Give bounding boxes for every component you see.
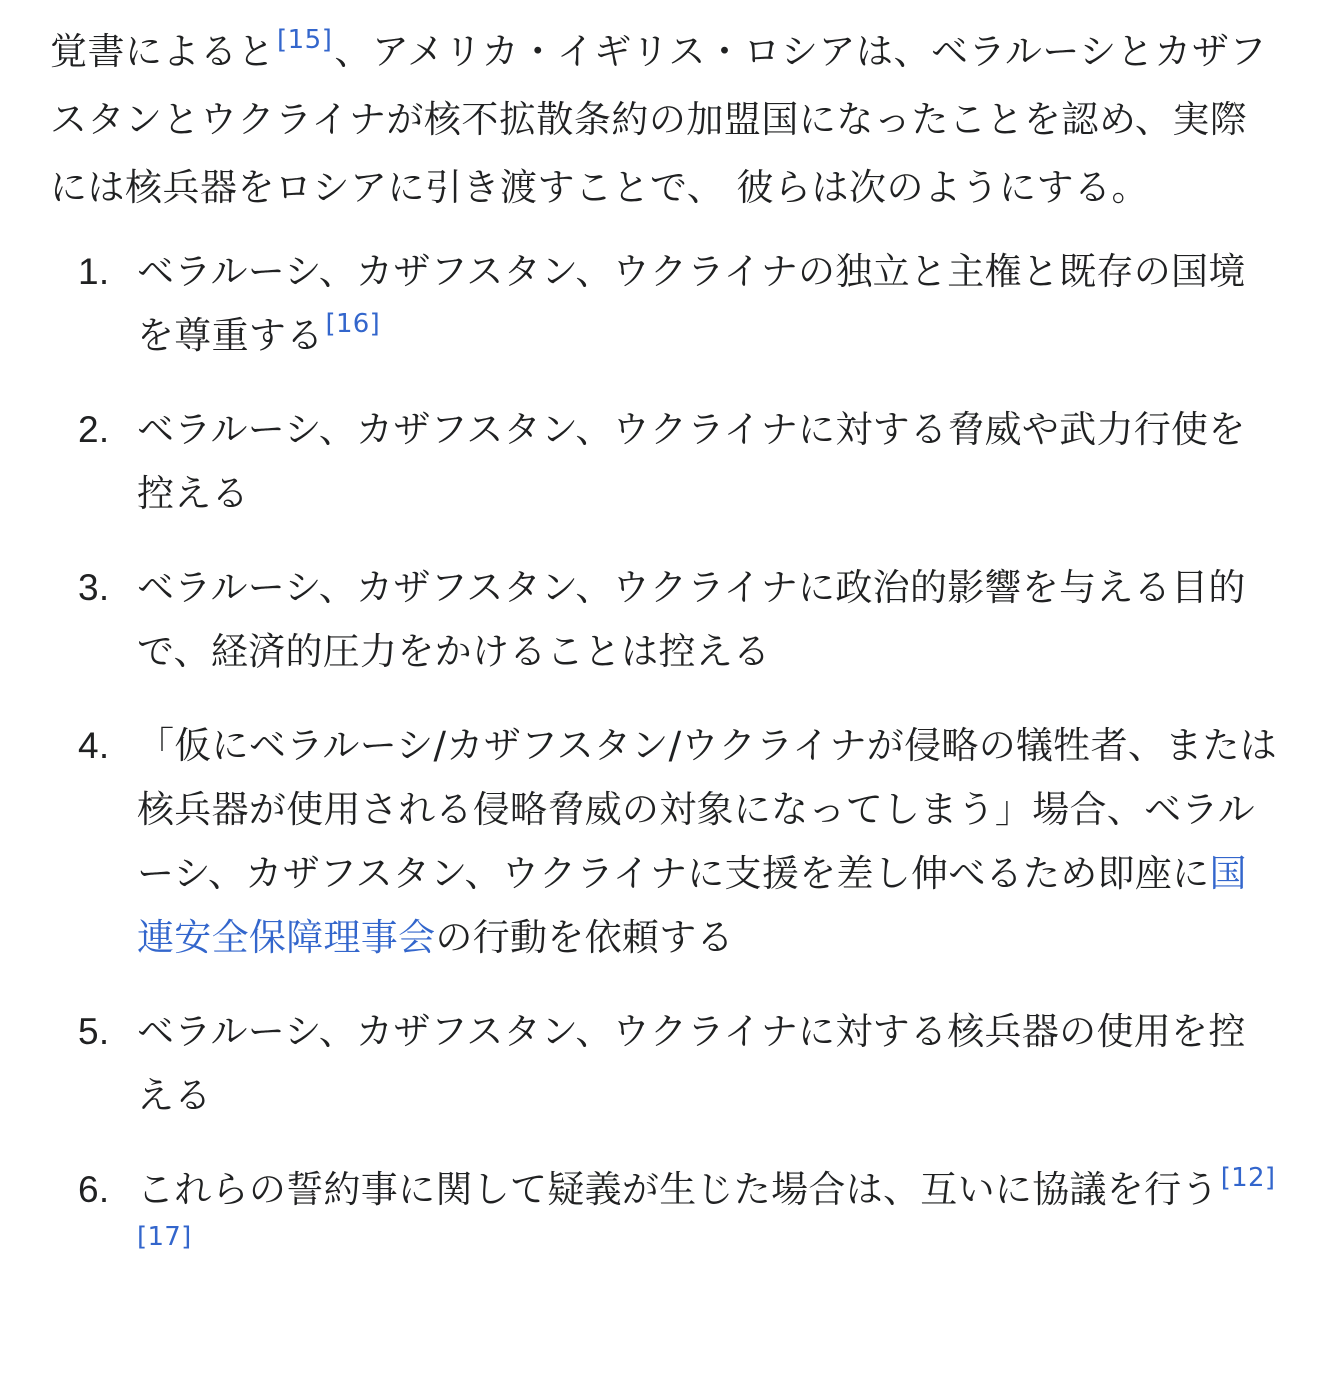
pledges-list (50, 240, 1280, 1252)
list-item-text: これらの誓約事に関して疑義が生じた場合は、互いに協議を行う (137, 1168, 1219, 1211)
citation-link-17[interactable]: [17] (137, 1222, 192, 1252)
un-security-council-link[interactable]: 国連安全保障理事会 (137, 852, 1247, 959)
citation-link-16[interactable]: [16] (325, 309, 381, 339)
list-item-number: 1. (78, 251, 110, 292)
intro-text-rest: 、アメリカ・イギリス・ロシアは、ベラルーシとカザフスタンとウクライナが核不拡散条約の加盟国になったことを認め、実際には核兵器をロシアに引き渡すことで、 彼らは次のようにする。 (50, 30, 1267, 209)
article-body (50, 18, 1280, 1282)
list-item-number: 6. (78, 1169, 110, 1210)
list-item (50, 1158, 1280, 1252)
citation-link-12[interactable]: [12] (1220, 1163, 1276, 1193)
list-item-text: 「仮にベラルーシ/カザフスタン/ウクライナが侵略の犠牲者、または核兵器が使用される侵略脅威の対象になってしまう」場合、ベラルーシ、カザフスタン、ウクライナに支援を差し伸べるため即座に (137, 724, 1278, 895)
list-item-number: 3. (78, 567, 110, 608)
list-item (50, 240, 1280, 368)
list-item-number: 2. (78, 409, 110, 450)
intro-text-start: 覚書によると (50, 30, 275, 73)
list-item (50, 714, 1280, 970)
list-item-number: 4. (78, 725, 110, 766)
citation-link-15[interactable]: [15] (277, 25, 333, 55)
list-item-text-end: の行動を依頼する (435, 916, 734, 959)
list-item (50, 1000, 1280, 1128)
list-item-text: ベラルーシ、カザフスタン、ウクライナに対する脅威や武力行使を控える (137, 408, 1246, 515)
list-item-text: ベラルーシ、カザフスタン、ウクライナに対する核兵器の使用を控える (137, 1010, 1246, 1117)
list-item-text: ベラルーシ、カザフスタン、ウクライナの独立と主権と既存の国境を尊重する (137, 250, 1246, 357)
list-item-text: ベラルーシ、カザフスタン、ウクライナに政治的影響を与える目的で、経済的圧力をかけることは控える (137, 566, 1246, 673)
list-item-number: 5. (78, 1011, 110, 1052)
list-item (50, 398, 1280, 526)
list-item (50, 556, 1280, 684)
intro-paragraph (50, 18, 1280, 222)
